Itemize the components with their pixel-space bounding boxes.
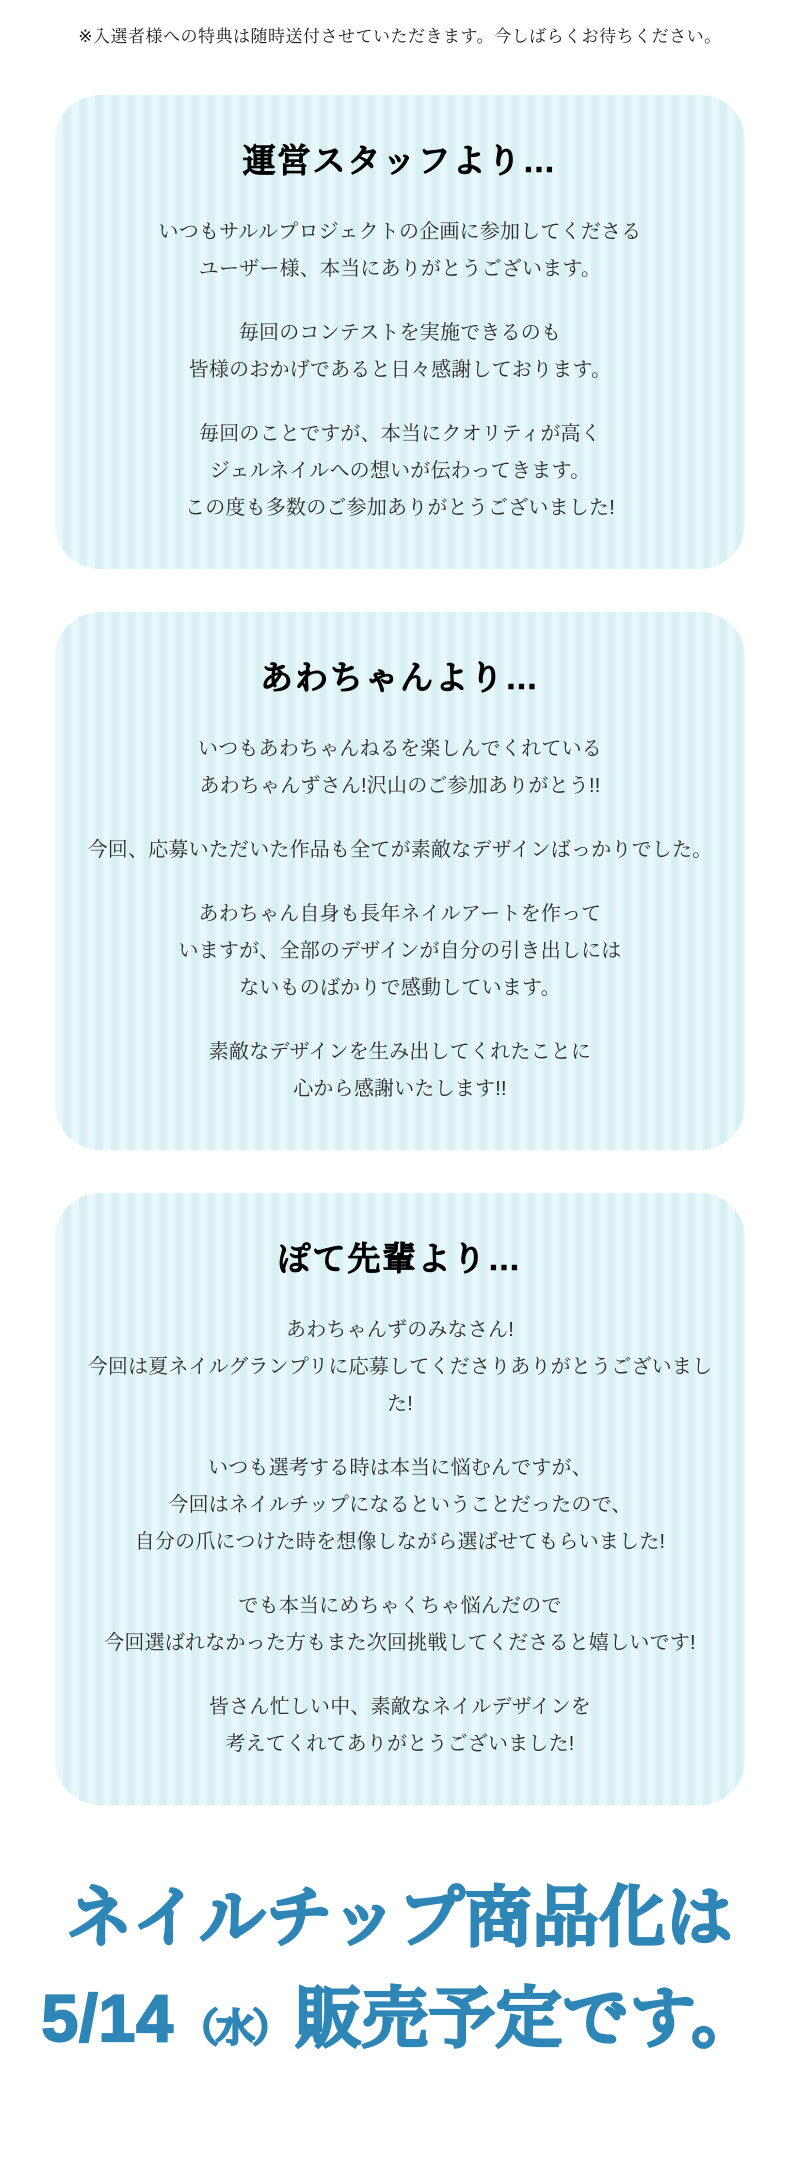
card-paragraph: 毎回のコンテストを実施できるのも 皆様のおかげであると日々感謝しております。 [188,322,612,381]
card-title: あわちゃんより… [260,659,540,696]
cards-container [0,95,800,1805]
card-paragraph: あわちゃん自身も長年ネイルアートを作って いますが、全部のデザインが自分の引き出しには ないものばかりで感動しています。 [178,903,622,999]
card-paragraph: 素敵なデザインを生み出してくれたことに 心から感謝いたします!! [208,1041,592,1100]
message-card [55,612,745,1150]
shipping-note: ※入選者様への特典は随時送付させていただきます。今しばらくお待ちください。 [78,27,722,46]
release-suffix: 販売予定です。 [294,1981,759,2055]
card-body [83,1312,717,1763]
release-weekday: （水） [179,2007,289,2050]
card-paragraph: いつもサルルプロジェクトの企画に参加してくださる ユーザー様、本当にありがとうございます。 [158,221,642,280]
card-paragraph: あわちゃんずのみなさん! 今回は夏ネイルグランプリに応募してくださりありがとうございました! [87,1319,713,1415]
card-title: 運営スタッフより… [242,142,558,179]
release-date: 5/14 [41,1981,174,2055]
card-paragraph: いつもあわちゃんねるを楽しんでくれている あわちゃんずさん!沢山のご参加ありがとう!! [198,738,602,797]
release-line2 [0,1968,800,2079]
message-card [55,95,745,569]
card-body [83,731,717,1108]
card-paragraph: 今回、応募いただいた作品も全てが素敵なデザインばっかりでした。 [87,839,713,861]
card-paragraph: 皆さん忙しい中、素敵なネイルデザインを 考えてくれてありがとうございました! [209,1696,591,1755]
card-paragraph: いつも選考する時は本当に悩むんですが、 今回はネイルチップになるということだったので、 自分の爪につけた時を想像しながら選ばせてもらいました! [134,1457,666,1553]
card-paragraph: でも本当にめちゃくちゃ悩んだので 今回選ばれなかった方もまた次回挑戦してくださると嬉しいです! [104,1595,696,1654]
release-announcement [0,1867,800,2174]
message-card [55,1193,745,1805]
card-body [83,214,717,527]
card-paragraph: 毎回のことですが、本当にクオリティが高く ジェルネイルへの想いが伝わってきます。 この度も多数のご参加ありがとうございました! [185,423,615,519]
card-title: ぽて先輩より… [277,1240,523,1277]
release-line1: ネイルチップ商品化は [66,1880,734,1954]
